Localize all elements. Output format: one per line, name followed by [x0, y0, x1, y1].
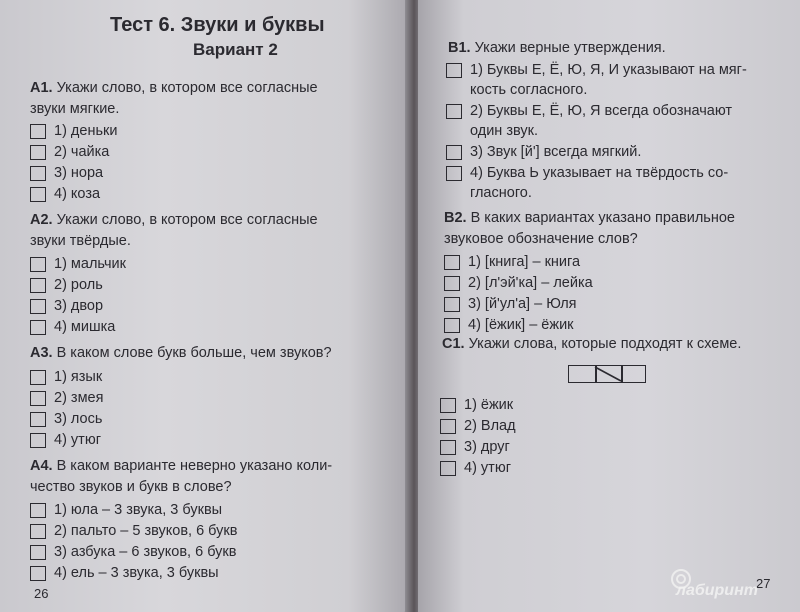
option-label: 3) Звук [й'] всегда мягкий. — [470, 144, 642, 160]
option[interactable] — [30, 500, 222, 520]
option[interactable] — [30, 121, 117, 141]
question-a2 — [30, 210, 318, 231]
option[interactable] — [444, 315, 574, 335]
checkbox[interactable] — [30, 391, 46, 406]
option[interactable] — [446, 60, 747, 80]
option[interactable] — [444, 294, 577, 314]
checkbox[interactable] — [30, 278, 46, 293]
option-label: 2) пальто – 5 звуков, 6 букв — [54, 523, 238, 539]
option[interactable] — [30, 184, 100, 204]
option[interactable] — [446, 101, 732, 121]
checkbox[interactable] — [30, 257, 46, 272]
option[interactable] — [30, 367, 102, 387]
option-label: 2) змея — [54, 390, 104, 406]
option-label: 1) деньки — [54, 123, 118, 139]
option[interactable] — [30, 430, 101, 450]
option[interactable] — [444, 252, 580, 272]
question-a2-cont: звуки твёрдые. — [30, 233, 131, 249]
checkbox[interactable] — [446, 145, 462, 160]
question-id: B2. — [444, 210, 467, 226]
option[interactable] — [30, 296, 103, 316]
watermark: лабиринт — [676, 582, 758, 599]
checkbox[interactable] — [30, 545, 46, 560]
option-label-cont: кость согласного. — [470, 82, 588, 98]
question-id: A1. — [30, 80, 53, 96]
option-label: 1) ёжик — [464, 397, 514, 413]
checkbox[interactable] — [446, 104, 462, 119]
question-a3 — [30, 343, 332, 364]
question-a1-cont: звуки мягкие. — [30, 101, 120, 117]
checkbox[interactable] — [30, 166, 46, 181]
option-label: 2) Буквы Е, Ё, Ю, Я всегда обозначают — [470, 103, 733, 119]
option-label: 3) друг — [464, 439, 510, 455]
question-id: C1. — [442, 336, 465, 352]
question-text: Укажи слова, которые подходят к схеме. — [464, 336, 742, 352]
scheme-diagonal-icon — [593, 366, 623, 382]
checkbox[interactable] — [30, 320, 46, 335]
option[interactable] — [440, 437, 510, 457]
option-label: 4) [ёжик] – ёжик — [468, 317, 574, 333]
option[interactable] — [30, 254, 126, 274]
question-id: A4. — [30, 458, 53, 474]
question-a1 — [30, 78, 318, 99]
option-label: 3) двор — [54, 298, 104, 314]
option-label: 2) роль — [54, 277, 103, 293]
option-label: 1) юла – 3 звука, 3 буквы — [54, 502, 223, 518]
word-scheme-diagram — [568, 365, 646, 383]
checkbox[interactable] — [30, 566, 46, 581]
question-a4-cont: чество звуков и букв в слове? — [30, 479, 232, 495]
option[interactable] — [30, 275, 103, 295]
question-b1 — [448, 38, 666, 59]
option-label: 4) утюг — [54, 432, 101, 448]
checkbox[interactable] — [446, 63, 462, 78]
checkbox[interactable] — [444, 276, 460, 291]
option[interactable] — [30, 542, 236, 562]
checkbox[interactable] — [30, 145, 46, 160]
checkbox[interactable] — [30, 370, 46, 385]
option-label: 4) ель – 3 звука, 3 буквы — [54, 565, 219, 581]
right-page — [418, 0, 800, 612]
question-text: В каких вариантах указано правильное — [466, 210, 735, 226]
question-c1 — [442, 334, 741, 355]
option-label: 3) лось — [54, 411, 103, 427]
checkbox[interactable] — [30, 524, 46, 539]
question-id: A3. — [30, 345, 53, 361]
option[interactable] — [446, 163, 728, 183]
checkbox[interactable] — [440, 461, 456, 476]
checkbox[interactable] — [30, 299, 46, 314]
checkbox[interactable] — [444, 318, 460, 333]
checkbox[interactable] — [446, 166, 462, 181]
checkbox[interactable] — [30, 412, 46, 427]
option[interactable] — [30, 317, 115, 337]
option[interactable] — [30, 142, 109, 162]
option-label: 3) азбука – 6 звуков, 6 букв — [54, 544, 237, 560]
option[interactable] — [30, 388, 103, 408]
question-text: Укажи слово, в котором все согласные — [52, 212, 318, 228]
page-number: 27 — [756, 576, 771, 591]
option-label: 1) [книга] – книга — [468, 254, 581, 270]
option-label: 2) [л'эй'ка] – лейка — [468, 275, 593, 291]
question-id: B1. — [448, 40, 471, 56]
question-text: Укажи верные утверждения. — [470, 40, 666, 56]
option[interactable] — [30, 563, 219, 583]
checkbox[interactable] — [30, 433, 46, 448]
option[interactable] — [446, 142, 641, 162]
option-label: 4) коза — [54, 186, 101, 202]
checkbox[interactable] — [30, 503, 46, 518]
option[interactable] — [444, 273, 593, 293]
option-label: 2) чайка — [54, 144, 110, 160]
checkbox[interactable] — [30, 124, 46, 139]
option[interactable] — [440, 395, 513, 415]
option-label: 4) мишка — [54, 319, 116, 335]
checkbox[interactable] — [444, 255, 460, 270]
variant-label: Вариант 2 — [193, 40, 278, 59]
option[interactable] — [30, 521, 237, 541]
option[interactable] — [440, 416, 516, 436]
option-label-cont: гласного. — [470, 185, 532, 201]
checkbox[interactable] — [440, 440, 456, 455]
option-label: 1) мальчик — [54, 256, 126, 272]
question-a4 — [30, 456, 332, 477]
checkbox[interactable] — [444, 297, 460, 312]
option-label: 2) Влад — [464, 418, 516, 434]
question-text: В каком варианте неверно указано коли- — [52, 458, 333, 474]
option[interactable] — [30, 409, 102, 429]
question-b2 — [444, 208, 735, 229]
option-label-cont: один звук. — [470, 123, 538, 139]
checkbox[interactable] — [440, 419, 456, 434]
option-label: 1) язык — [54, 369, 103, 385]
question-b2-cont: звуковое обозначение слов? — [444, 231, 638, 247]
test-title: Тест 6. Звуки и буквы — [110, 14, 325, 36]
checkbox[interactable] — [440, 398, 456, 413]
option-label: 3) нора — [54, 165, 104, 181]
question-id: A2. — [30, 212, 53, 228]
option-label: 1) Буквы Е, Ё, Ю, Я, И указывают на мяг- — [470, 62, 747, 78]
option-label: 4) утюг — [464, 460, 511, 476]
option[interactable] — [30, 163, 103, 183]
option-label: 4) Буква Ь указывает на твёрдость со- — [470, 165, 729, 181]
question-text: В каком слове букв больше, чем звуков? — [52, 345, 332, 361]
option-label: 3) [й'ул'а] – Юля — [468, 296, 577, 312]
question-text: Укажи слово, в котором все согласные — [52, 80, 318, 96]
option[interactable] — [440, 458, 511, 478]
page-number: 26 — [34, 586, 49, 601]
checkbox[interactable] — [30, 187, 46, 202]
